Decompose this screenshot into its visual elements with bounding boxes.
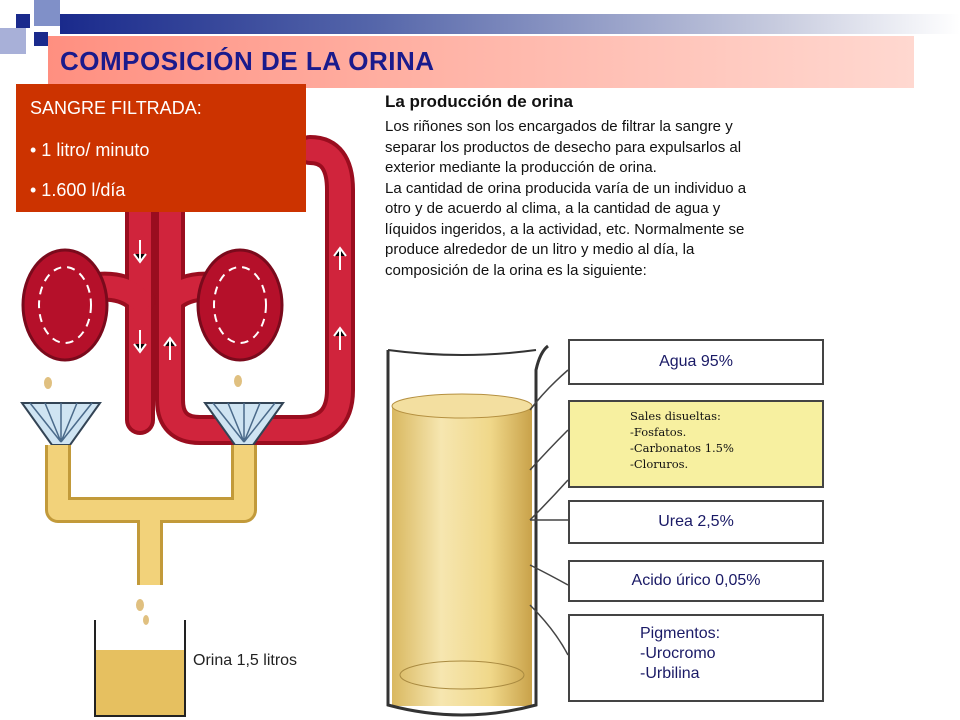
salts-item: -Fosfatos.: [630, 425, 687, 439]
production-line: líquidos ingeridos, a la actividad, etc. Normalmente se: [385, 220, 745, 238]
label-uric-acid: Acido úrico 0,05%: [568, 560, 824, 602]
filtered-blood-rate-day: • 1.600 l/día: [30, 180, 126, 200]
label-salts: [568, 400, 824, 488]
deco-square-blue-2: [0, 28, 26, 54]
production-line: produce alrededor de un litro y medio al día, la: [385, 241, 695, 258]
label-pigments: [568, 614, 824, 702]
production-line: composición de la orina es la siguiente:: [385, 261, 647, 279]
left-kidney: [23, 250, 107, 360]
production-line: Los riñones son los encargados de filtrar la sangre y: [385, 118, 733, 135]
pigments-item: -Urbilina: [640, 665, 700, 682]
deco-square-navy-1: [16, 14, 30, 28]
filtered-blood-heading: SANGRE FILTRADA:: [30, 98, 202, 118]
filtered-blood-box: [16, 84, 306, 212]
salts-heading: Sales disueltas:: [630, 409, 721, 423]
production-line: otro y de acuerdo al clima, a la cantidad de agua y: [385, 200, 721, 217]
slide-title: COMPOSICIÓN DE LA ORINA: [60, 46, 435, 76]
salts-item: -Cloruros.: [630, 457, 689, 471]
title-bar: [48, 36, 914, 88]
deco-square-navy-2: [34, 32, 48, 46]
production-line: separar los productos de desecho para expulsarlos al: [385, 138, 742, 156]
label-urea: Urea 2,5%: [568, 500, 824, 544]
graduated-cylinder: [370, 330, 570, 720]
pigments-item: -Urocromo: [640, 645, 716, 662]
pigments-heading: Pigmentos:: [640, 625, 721, 642]
production-line: La cantidad de orina producida varía de un individuo a: [385, 179, 747, 197]
label-water: Agua 95%: [568, 339, 824, 385]
beaker-label: Orina 1,5 litros: [193, 652, 298, 669]
salts-item: -Carbonatos 1.5%: [630, 441, 734, 455]
deco-square-blue-1: [34, 0, 60, 26]
right-kidney: [198, 250, 282, 360]
production-line: exterior mediante la producción de orina.: [385, 159, 657, 176]
production-text: [385, 117, 830, 281]
header-gradient-line: [60, 14, 960, 34]
production-title: La producción de orina: [385, 92, 573, 111]
filtered-blood-rate-minute: • 1 litro/ minuto: [30, 140, 150, 160]
